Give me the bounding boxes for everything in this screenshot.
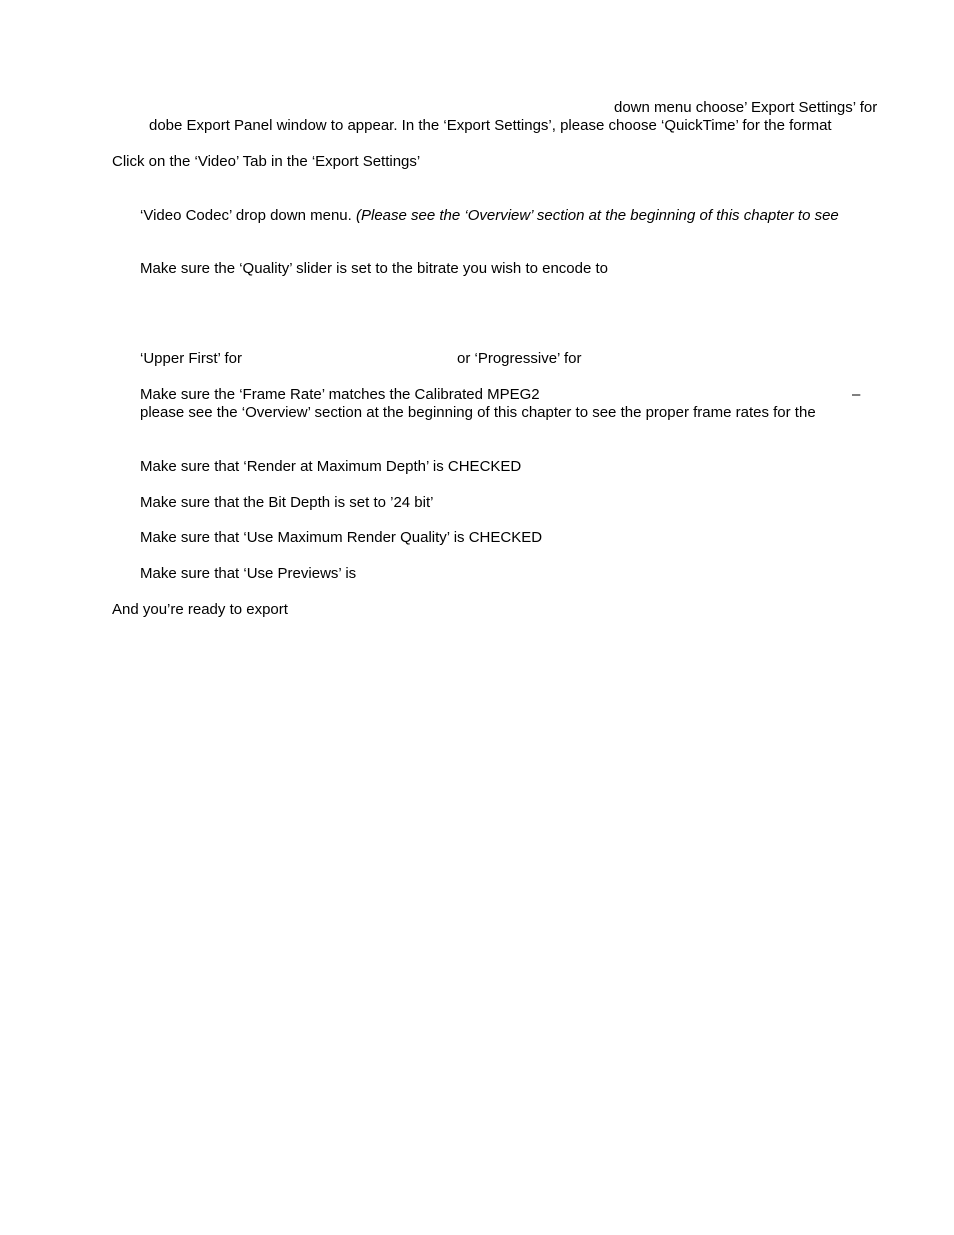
step-video-tab: Click on the ‘Video’ Tab in the ‘Export Settings’ bbox=[112, 153, 421, 170]
step-use-previews: Make sure that ‘Use Previews’ is bbox=[140, 565, 357, 582]
step-video-codec bbox=[140, 207, 839, 225]
closing-line: And you’re ready to export bbox=[112, 601, 288, 618]
export-settings-line-2: dobe Export Panel window to appear. In the ‘Export Settings’, please choose ‘QuickTime’ for the format bbox=[149, 117, 832, 134]
step-bit-depth: Make sure that the Bit Depth is set to ’24 bit’ bbox=[140, 494, 434, 511]
frame-rate-dash: – bbox=[852, 386, 861, 403]
step-max-render-quality: Make sure that ‘Use Maximum Render Quality’ is CHECKED bbox=[140, 529, 543, 546]
step-frame-rate-line-2: please see the ‘Overview’ section at the beginning of this chapter to see the proper frame rates for the bbox=[140, 404, 816, 421]
step-frame-rate-line-1: Make sure the ‘Frame Rate’ matches the Calibrated MPEG2 bbox=[140, 386, 540, 403]
step-render-max-depth: Make sure that ‘Render at Maximum Depth’ is CHECKED bbox=[140, 458, 522, 475]
video-codec-note: (Please see the ‘Overview’ section at the beginning of this chapter to see bbox=[355, 207, 839, 224]
video-codec-text: ‘Video Codec’ drop down menu. bbox=[140, 207, 356, 224]
step-quality-slider: Make sure the ‘Quality’ slider is set to the bitrate you wish to encode to bbox=[140, 260, 609, 277]
export-settings-line-1: down menu choose’ Export Settings’ for bbox=[614, 99, 878, 116]
step-field-order-progressive: or ‘Progressive’ for bbox=[457, 350, 582, 367]
step-field-order-upper: ‘Upper First’ for bbox=[140, 350, 242, 367]
